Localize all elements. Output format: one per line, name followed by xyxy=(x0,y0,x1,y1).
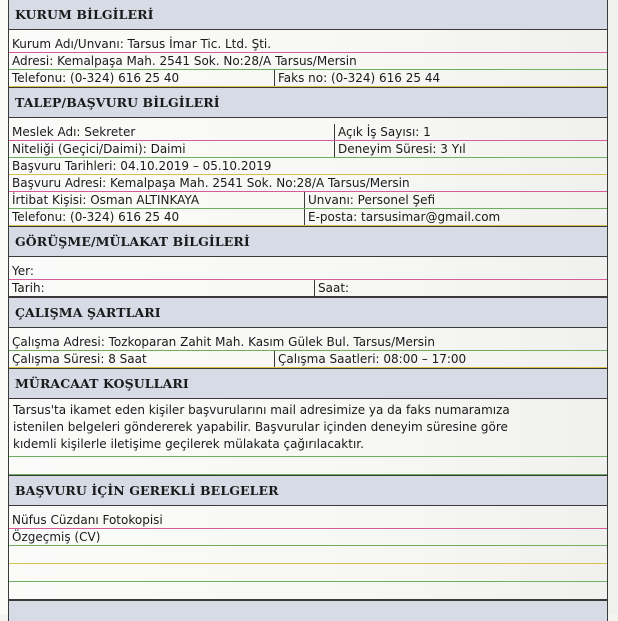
deneyim-suresi: Deneyim Süresi: 3 Yıl xyxy=(334,141,466,157)
kurum-telefon: Telefonu: (0-324) 616 25 40 xyxy=(12,71,180,85)
basvuru-tarihleri-row xyxy=(9,158,607,175)
nitelik-row xyxy=(9,141,607,158)
calisma-suresi: Çalışma Süresi: 8 Saat xyxy=(12,352,147,366)
section-header-talep: TALEP/BAŞVURU BİLGİLERİ xyxy=(9,87,607,118)
eposta: E-posta: tarsusimar@gmail.com xyxy=(304,209,500,225)
muracaat-line-1: Tarsus'ta ikamet eden kişiler başvurularını mail adresimize ya da faks numaramıza xyxy=(13,403,510,417)
kurum-adres: Adresi: Kemalpaşa Mah. 2541 Sok. No:28/A Tarsus/Mersin xyxy=(12,54,357,68)
blank-line xyxy=(9,582,607,600)
belge-item: Nüfus Cüzdanı Fotokopisi xyxy=(12,513,163,527)
blank-line xyxy=(9,457,607,475)
yer: Yer: xyxy=(12,264,34,278)
belge-item: Özgeçmiş (CV) xyxy=(12,530,101,544)
tarih-saat-row xyxy=(9,280,607,297)
calisma-suresi-row xyxy=(9,351,607,368)
meslek-row xyxy=(9,124,607,141)
saat: Saat: xyxy=(314,280,349,296)
section-header-gorusme: GÖRÜŞME/MÜLAKAT BİLGİLERİ xyxy=(9,226,607,257)
belge-row-2 xyxy=(9,529,607,546)
kurum-telefon-row xyxy=(9,70,607,87)
irtibat-row xyxy=(9,192,607,209)
blank-line xyxy=(9,546,607,564)
section-header-next xyxy=(9,600,607,621)
kurum-adi-row xyxy=(9,36,607,53)
niteligi: Niteliği (Geçici/Daimi): Daimi xyxy=(12,142,186,156)
calisma-adresi: Çalışma Adresi: Tozkoparan Zahit Mah. Kasım Gülek Bul. Tarsus/Mersin xyxy=(12,335,435,349)
meslek-adi: Meslek Adı: Sekreter xyxy=(12,125,136,139)
muracaat-text xyxy=(9,399,607,457)
calisma-adresi-row xyxy=(9,334,607,351)
kurum-adres-row xyxy=(9,53,607,70)
section-header-calisma: ÇALIŞMA ŞARTLARI xyxy=(9,297,607,328)
unvani: Unvanı: Personel Şefi xyxy=(304,192,435,208)
basvuru-tarihleri: Başvuru Tarihleri: 04.10.2019 – 05.10.2019 xyxy=(12,159,272,173)
talep-telefon: Telefonu: (0-324) 616 25 40 xyxy=(12,210,180,224)
section-header-belgeler: BAŞVURU İÇİN GEREKLİ BELGELER xyxy=(9,475,607,506)
belge-row-1 xyxy=(9,512,607,529)
basvuru-adresi: Başvuru Adresi: Kemalpaşa Mah. 2541 Sok. No:28/A Tarsus/Mersin xyxy=(12,176,410,190)
muracaat-line-2: istenilen belgeleri göndererek yapabilir. Başvurular içinden deneyim süresine göre xyxy=(13,420,508,434)
muracaat-line-3: kıdemli kişilerle iletişime geçilerek mülakata çağırılacaktır. xyxy=(13,437,364,451)
irtibat-kisisi: İrtibat Kişisi: Osman ALTINKAYA xyxy=(12,193,200,207)
section-header-kurum: KURUM BİLGİLERİ xyxy=(9,0,607,30)
kurum-adi: Kurum Adı/Unvanı: Tarsus İmar Tic. Ltd. Şti. xyxy=(12,37,272,51)
job-application-form xyxy=(8,0,608,621)
basvuru-adresi-row xyxy=(9,175,607,192)
acik-is-sayisi: Açık İş Sayısı: 1 xyxy=(334,124,431,140)
kurum-faks: Faks no: (0-324) 616 25 44 xyxy=(274,70,440,86)
talep-telefon-row xyxy=(9,209,607,226)
blank-line xyxy=(9,564,607,582)
tarih: Tarih: xyxy=(12,281,45,295)
section-header-muracaat: MÜRACAAT KOŞULLARI xyxy=(9,368,607,399)
yer-row xyxy=(9,263,607,280)
calisma-saatleri: Çalışma Saatleri: 08:00 – 17:00 xyxy=(274,351,466,367)
